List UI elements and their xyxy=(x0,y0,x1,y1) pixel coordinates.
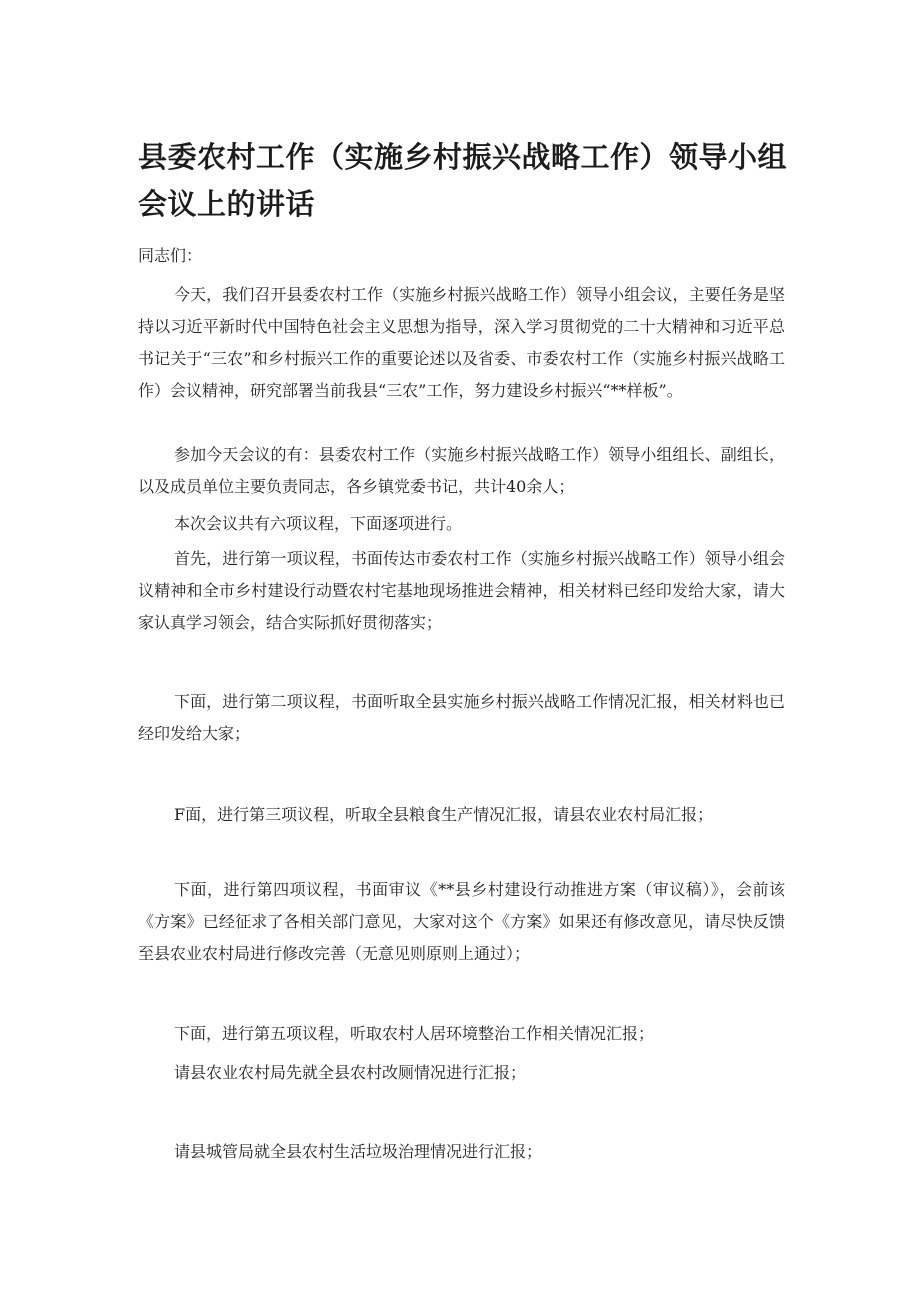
paragraph-attendees: 参加今天会议的有：县委农村工作（实施乡村振兴战略工作）领导小组组长、副组长，以及成员单位主要负责同志，各乡镇党委书记，共计40余人； xyxy=(138,445,785,496)
paragraph-agenda-intro: 本次会议共有六项议程，下面逐项进行。 xyxy=(174,514,463,533)
paragraph-agenda-item-3: F面，进行第三项议程，听取全县粮食生产情况汇报，请县农业农村局汇报； xyxy=(174,805,714,824)
salutation: 同志们： xyxy=(138,246,203,265)
paragraph-opening: 今天，我们召开县委农村工作（实施乡村振兴战略工作）领导小组会议，主要任务是坚持以习近平新时代中国特色社会主义思想为指导，深入学习贯彻党的二十大精神和习近平总书记关于“三农”和乡村振兴工作的重要论述以及省委、市委农村工作（实施乡村振兴战略工作）会议精神，研究部署当前我县“三农”工作，努力建设乡村振兴“**样板”。 xyxy=(138,285,785,400)
paragraph-agenda-item-4: 下面，进行第四项议程，书面审议《**县乡村建设行动推进方案（审议稿）》，会前该《方案》已经征求了各相关部门意见，大家对这个《方案》如果还有修改意见，请尽快反馈至县农业农村局进行修改完善（无意见则原则上通过）； xyxy=(138,880,785,963)
paragraph-report-toilet: 请县农业农村局先就全县农村改厕情况进行汇报； xyxy=(174,1063,527,1082)
paragraph-agenda-item-5: 下面，进行第五项议程，听取农村人居环境整治工作相关情况汇报； xyxy=(174,1024,655,1043)
document-title: 县委农村工作（实施乡村振兴战略工作）领导小组会议上的讲话 xyxy=(138,140,788,221)
paragraph-agenda-item-2: 下面，进行第二项议程，书面听取全县实施乡村振兴战略工作情况汇报，相关材料也已经印发给大家； xyxy=(138,692,785,743)
paragraph-agenda-item-1: 首先，进行第一项议程，书面传达市委农村工作（实施乡村振兴战略工作）领导小组会议精神和全市乡村建设行动暨农村宅基地现场推进会精神，相关材料已经印发给大家，请大家认真学习领会，结合实际抓好贯彻落实； xyxy=(138,549,785,632)
paragraph-report-garbage: 请县城管局就全县农村生活垃圾治理情况进行汇报； xyxy=(174,1142,543,1161)
